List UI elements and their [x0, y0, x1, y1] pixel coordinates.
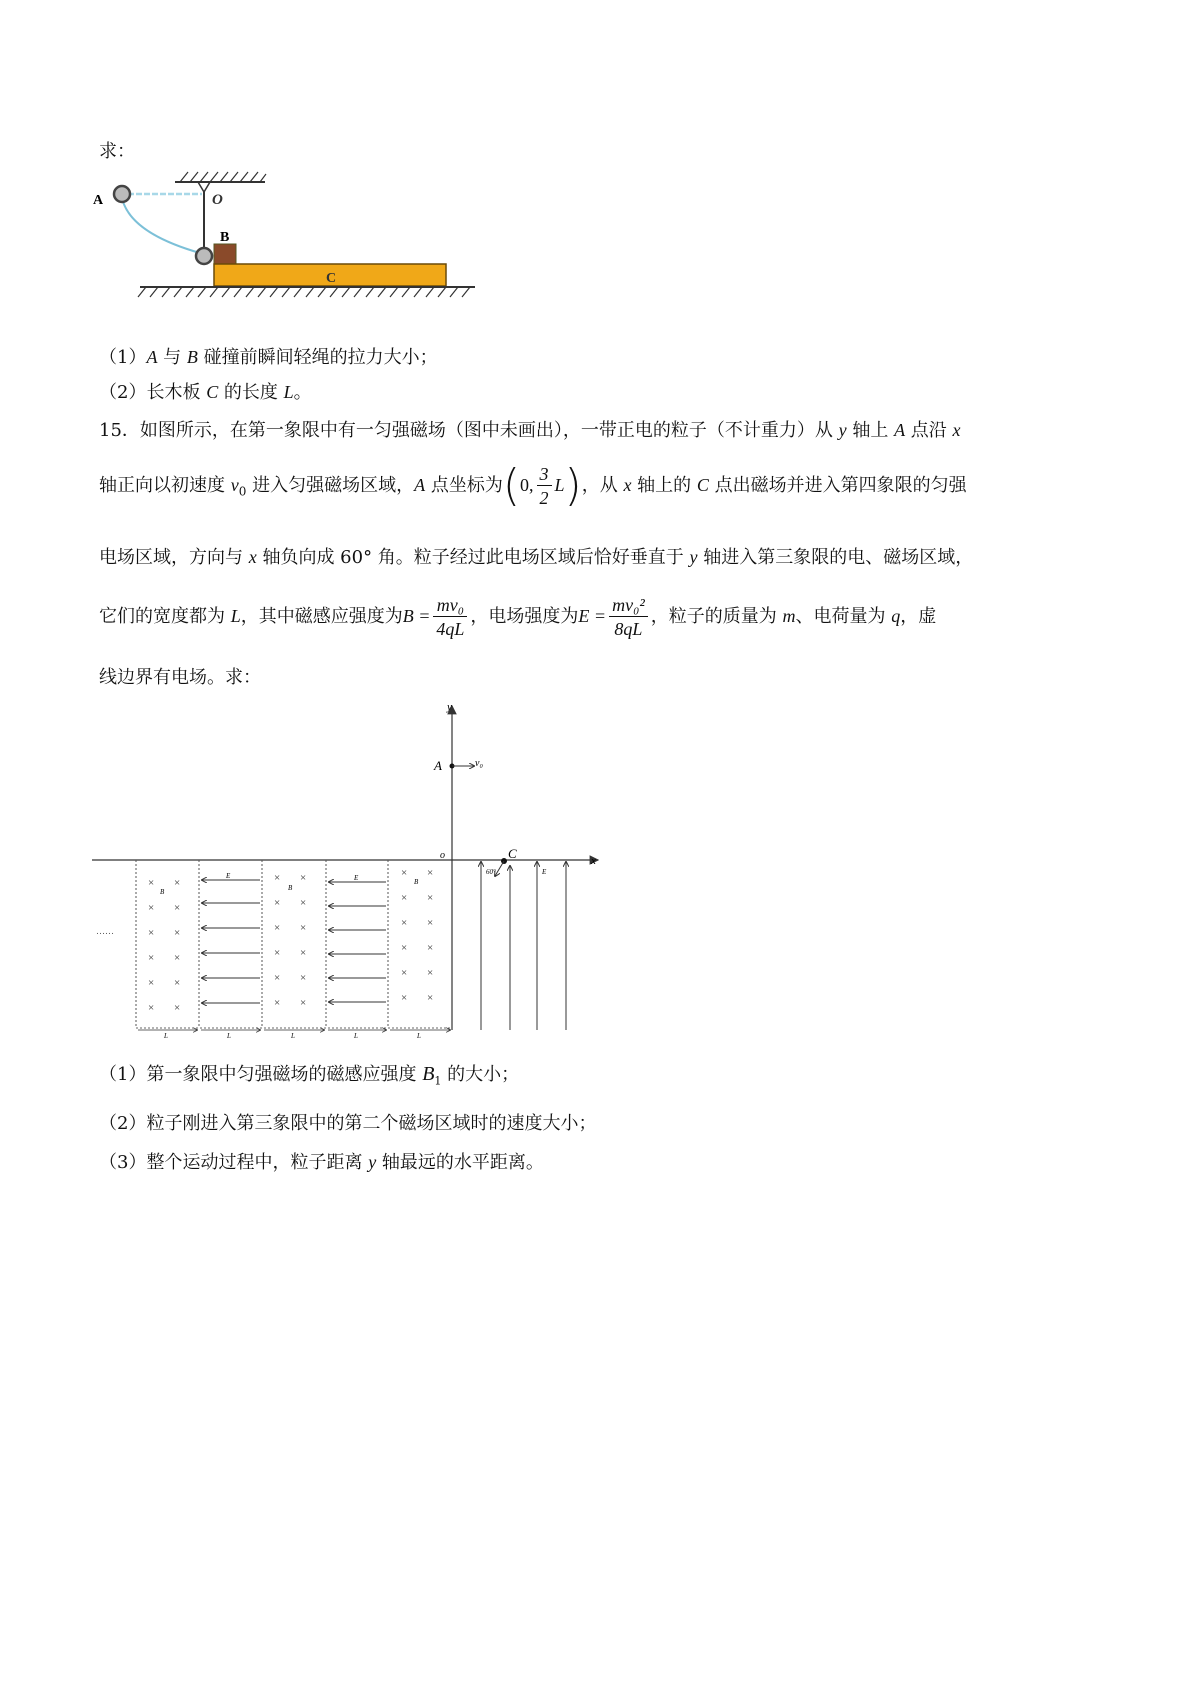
svg-text:×: ×: [300, 872, 307, 884]
q15-line3: 电场区域，方向与 x 轴负向成 60° 角。粒子经过此电场区域后恰好垂直于 y 轴进入第三象限的电、磁场区域，: [99, 547, 974, 568]
b-label-1: B: [160, 888, 165, 896]
q15-part1: （1）第一象限中匀强磁场的磁感应强度 $B_1$ 的大小；: [99, 1063, 520, 1088]
svg-text:×: ×: [174, 877, 181, 889]
axis-x-label: x: [591, 855, 596, 867]
svg-text:×: ×: [148, 877, 155, 889]
label-a: A: [93, 193, 104, 208]
svg-text:×: ×: [300, 897, 307, 909]
q15-line2: 轴正向以初速度 $v_0$ 进入匀强磁场区域，A 点坐标为(0, $\frac{3}{2}$ L)，从 x 轴上的 C 点出磁场并进入第四象限的匀强: [99, 460, 967, 511]
q15-line5: 线边界有电场。求：: [99, 667, 261, 688]
figure-field-regions: [90, 700, 610, 1040]
b-label-2: B: [288, 884, 293, 892]
svg-text:×: ×: [148, 927, 155, 939]
label-c: C: [326, 271, 337, 286]
svg-text:×: ×: [427, 992, 434, 1004]
frac-three-halves: $\frac{3}{2}$: [537, 463, 552, 510]
svg-text:×: ×: [401, 867, 408, 879]
label-o: O: [212, 192, 223, 208]
svg-text:×: ×: [427, 942, 434, 954]
svg-text:×: ×: [274, 972, 281, 984]
figure-pendulum-board: [90, 168, 480, 323]
e-label-q4: E: [542, 868, 547, 876]
origin-label: o: [440, 850, 445, 861]
svg-text:×: ×: [148, 952, 155, 964]
q15-part3: （3）整个运动过程中，粒子距离 y 轴最远的水平距离。: [99, 1152, 544, 1173]
v0-label: v₀: [475, 758, 483, 769]
continuation-dots: ……: [96, 926, 114, 936]
svg-text:×: ×: [401, 967, 408, 979]
q15-part2: （2）粒子刚进入第三象限中的第二个磁场区域时的速度大小；: [99, 1113, 597, 1134]
width-label-4: L: [354, 1032, 358, 1040]
e-label-1: E: [226, 872, 231, 880]
svg-text:×: ×: [274, 947, 281, 959]
svg-text:×: ×: [148, 977, 155, 989]
frac-b-field: $\frac{\text{mv₀}}{4qL}$: [433, 594, 467, 641]
q15-line4: 它们的宽度都为 L，其中磁感应强度为B = $\frac{\text{mv₀}}{4qL}$ ，电场强度为E = $\frac{\text{mv₀²}}{8qL}$ ，粒子的质量为 m、电荷量为 q，虚: [99, 594, 937, 639]
svg-text:×: ×: [427, 892, 434, 904]
ask-text-14: 求：: [99, 141, 135, 162]
svg-text:×: ×: [300, 972, 307, 984]
svg-text:×: ×: [427, 867, 434, 879]
svg-text:×: ×: [174, 902, 181, 914]
svg-text:×: ×: [148, 902, 155, 914]
width-label-3: L: [291, 1032, 295, 1040]
svg-text:×: ×: [274, 922, 281, 934]
q14-part2: （2）长木板 C 的长度 L。: [99, 382, 312, 403]
svg-text:×: ×: [401, 917, 408, 929]
svg-text:×: ×: [427, 967, 434, 979]
e-label-2: E: [354, 874, 359, 882]
width-label-5: L: [417, 1032, 421, 1040]
svg-text:×: ×: [274, 897, 281, 909]
b-label-3: B: [414, 878, 419, 886]
svg-text:×: ×: [401, 892, 408, 904]
svg-text:×: ×: [300, 947, 307, 959]
svg-text:×: ×: [174, 927, 181, 939]
width-label-1: L: [164, 1032, 168, 1040]
q14-part1: （1）A 与 B 碰撞前瞬间轻绳的拉力大小；: [99, 347, 438, 368]
svg-text:×: ×: [174, 1002, 181, 1014]
axis-y-label: y: [447, 701, 452, 713]
svg-text:×: ×: [300, 997, 307, 1009]
svg-text:×: ×: [174, 952, 181, 964]
svg-text:×: ×: [427, 917, 434, 929]
svg-text:×: ×: [300, 922, 307, 934]
svg-text:×: ×: [148, 1002, 155, 1014]
svg-text:×: ×: [274, 997, 281, 1009]
svg-text:×: ×: [174, 977, 181, 989]
point-a-label: A: [434, 758, 442, 773]
frac-e-field: $\frac{\text{mv₀²}}{8qL}$: [609, 594, 648, 641]
angle-label: 60°: [486, 868, 496, 876]
point-c-label: C: [508, 846, 517, 861]
width-label-2: L: [227, 1032, 231, 1040]
svg-text:×: ×: [401, 992, 408, 1004]
svg-text:×: ×: [401, 942, 408, 954]
label-b: B: [220, 230, 230, 245]
svg-text:×: ×: [274, 872, 281, 884]
q15-line1: 15．如图所示，在第一象限中有一匀强磁场（图中未画出），一带正电的粒子（不计重力）从 y 轴上 A 点沿 x: [99, 420, 961, 441]
